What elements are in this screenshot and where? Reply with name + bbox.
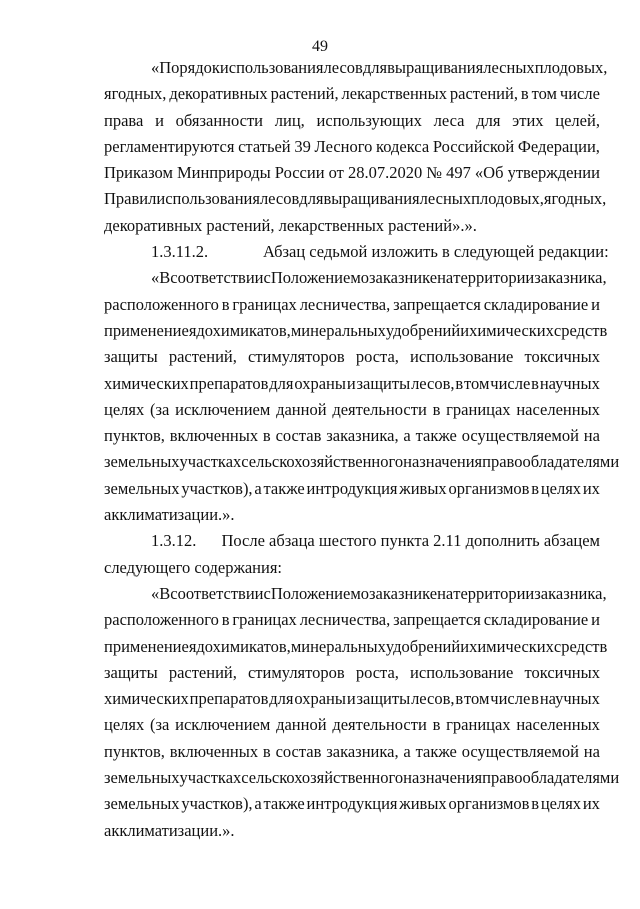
item-text: После абзаца шестого пункта 2.11 дополнить абзацем bbox=[221, 531, 600, 551]
word: соответствии bbox=[170, 268, 264, 288]
word: минеральных bbox=[290, 636, 386, 656]
word: правообладателями bbox=[482, 452, 620, 472]
text-line bbox=[104, 423, 600, 449]
word: также bbox=[263, 478, 305, 498]
word: защиты bbox=[104, 347, 158, 367]
word: соответствии bbox=[170, 583, 264, 603]
word: защиты bbox=[104, 662, 158, 682]
item-1-3-11-2 bbox=[104, 239, 609, 265]
word: декоративных bbox=[169, 84, 268, 104]
word: роста, bbox=[355, 347, 399, 367]
word: в bbox=[221, 294, 230, 314]
word: запрещается bbox=[393, 294, 481, 314]
word: расположенного bbox=[104, 294, 219, 314]
item-text: Абзац седьмой изложить в следующей редакции: bbox=[263, 242, 609, 262]
word: растений, bbox=[270, 84, 339, 104]
text-line bbox=[104, 160, 600, 186]
word: состав bbox=[275, 741, 322, 761]
word: также bbox=[415, 426, 457, 446]
word: этих bbox=[512, 110, 544, 130]
word: защиты bbox=[356, 373, 411, 393]
word: деятельности bbox=[332, 715, 427, 735]
word: расположенного bbox=[104, 610, 219, 630]
word: участках bbox=[179, 452, 242, 472]
text-line: акклиматизации.». bbox=[104, 505, 235, 525]
word: заказника, bbox=[326, 741, 399, 761]
word: лесничества, bbox=[299, 610, 391, 630]
text-line bbox=[104, 318, 608, 344]
text-line bbox=[104, 634, 608, 660]
word: целей, bbox=[555, 110, 600, 130]
text-line bbox=[104, 712, 600, 738]
word: Лесного bbox=[314, 136, 373, 156]
word: Положением bbox=[270, 583, 361, 603]
word: охраны bbox=[294, 689, 346, 709]
word: и bbox=[591, 294, 600, 314]
word: Приказом bbox=[104, 163, 173, 183]
word: целях bbox=[540, 794, 582, 814]
word: в bbox=[531, 478, 540, 498]
word: земельных bbox=[104, 478, 180, 498]
quoted-paragraph bbox=[104, 581, 620, 844]
word: в bbox=[455, 373, 464, 393]
word: для bbox=[299, 189, 324, 209]
word: том bbox=[464, 689, 490, 709]
word: том bbox=[531, 84, 557, 104]
item-number: 1.3.12. bbox=[151, 531, 197, 551]
word: выращивания bbox=[387, 58, 484, 77]
text-line bbox=[104, 108, 600, 134]
word: от bbox=[328, 163, 344, 183]
word: назначения bbox=[403, 452, 483, 472]
word: (за bbox=[150, 399, 170, 419]
word: запрещается bbox=[393, 610, 481, 630]
item-1-3-12 bbox=[104, 528, 600, 554]
word: пунктов, bbox=[104, 426, 165, 446]
word: для bbox=[476, 110, 501, 130]
text-line bbox=[104, 607, 600, 633]
word: лесных bbox=[419, 189, 472, 209]
word: препаратов bbox=[189, 689, 269, 709]
text-line: декоративных растений, лекарственных растений».». bbox=[104, 215, 477, 235]
word: и bbox=[346, 689, 356, 709]
word: о bbox=[360, 268, 370, 288]
word: Правил bbox=[104, 189, 157, 209]
word: в bbox=[520, 84, 529, 104]
word: и bbox=[155, 110, 164, 130]
text-line bbox=[104, 791, 600, 817]
text-line bbox=[104, 292, 600, 318]
text-line bbox=[104, 186, 607, 212]
word: Минприроды bbox=[176, 163, 271, 183]
word: целях bbox=[104, 399, 145, 419]
word: удобрений bbox=[385, 320, 461, 340]
word: участков), bbox=[181, 794, 253, 814]
word: а bbox=[254, 794, 262, 814]
word: целях bbox=[104, 715, 145, 735]
word: лесничества, bbox=[299, 294, 391, 314]
word: стимуляторов bbox=[247, 347, 345, 367]
word: также bbox=[415, 741, 457, 761]
word: применение bbox=[104, 320, 189, 340]
word: числе bbox=[490, 373, 531, 393]
word: границах bbox=[232, 610, 297, 630]
word: заказника, bbox=[534, 583, 607, 603]
word: (за bbox=[150, 715, 170, 735]
word: интродукция bbox=[306, 794, 398, 814]
text-line bbox=[104, 134, 600, 160]
text-line bbox=[104, 660, 600, 686]
word: организмов bbox=[448, 794, 530, 814]
word: и bbox=[591, 610, 600, 630]
word: лиц, bbox=[274, 110, 305, 130]
word: использования bbox=[156, 189, 260, 209]
word: на bbox=[583, 426, 600, 446]
word: интродукция bbox=[306, 478, 398, 498]
text-line bbox=[104, 476, 600, 502]
word: исключением bbox=[175, 399, 271, 419]
word: токсичных bbox=[524, 347, 600, 367]
word: научных bbox=[539, 689, 600, 709]
word: в bbox=[432, 715, 441, 735]
text-line bbox=[104, 265, 607, 291]
word: утверждении bbox=[507, 163, 600, 183]
word: научных bbox=[539, 373, 600, 393]
word: лесов, bbox=[411, 373, 455, 393]
word: числе bbox=[559, 84, 600, 104]
word: ягодных, bbox=[543, 189, 607, 209]
word: ядохимикатов, bbox=[188, 636, 291, 656]
word: их bbox=[582, 794, 600, 814]
word: деятельности bbox=[332, 399, 427, 419]
word: плодовых, bbox=[534, 58, 608, 77]
word: химических bbox=[469, 320, 554, 340]
word: том bbox=[464, 373, 490, 393]
word: живых bbox=[399, 478, 447, 498]
word: заказника, bbox=[534, 268, 607, 288]
word: 28.07.2020 bbox=[347, 163, 423, 183]
word: границах bbox=[446, 399, 511, 419]
word: осуществляемой bbox=[461, 426, 579, 446]
text-line bbox=[104, 686, 600, 712]
word: «В bbox=[151, 583, 171, 603]
word: а bbox=[403, 741, 411, 761]
word: сельскохозяйственного bbox=[241, 452, 404, 472]
amendment-text-block bbox=[104, 55, 608, 239]
word: участках bbox=[179, 768, 242, 788]
word: растений, bbox=[449, 84, 518, 104]
word: территории bbox=[453, 268, 535, 288]
word: Положением bbox=[270, 268, 361, 288]
word: а bbox=[403, 426, 411, 446]
word: растений, bbox=[168, 347, 237, 367]
word: химических bbox=[104, 373, 189, 393]
word: охраны bbox=[294, 373, 346, 393]
word: ядохимикатов, bbox=[188, 320, 291, 340]
word: участков), bbox=[181, 478, 253, 498]
word: для bbox=[269, 689, 294, 709]
word: состав bbox=[275, 426, 322, 446]
word: выращивания bbox=[323, 189, 420, 209]
word: химических bbox=[104, 689, 189, 709]
word: границах bbox=[446, 715, 511, 735]
text-line bbox=[104, 371, 600, 397]
word: осуществляемой bbox=[461, 741, 579, 761]
word: и bbox=[460, 320, 470, 340]
word: складирование bbox=[483, 294, 589, 314]
word: заказнике bbox=[369, 268, 438, 288]
word: территории bbox=[453, 583, 535, 603]
word: заказнике bbox=[369, 583, 438, 603]
page-number: 49 bbox=[312, 38, 328, 55]
word: стимуляторов bbox=[247, 662, 345, 682]
word: в bbox=[531, 689, 539, 709]
word: леса bbox=[433, 110, 465, 130]
word: «В bbox=[151, 268, 171, 288]
word: земельных bbox=[104, 768, 180, 788]
word: ягодных, bbox=[104, 84, 167, 104]
word: применение bbox=[104, 636, 189, 656]
word: для bbox=[362, 58, 388, 77]
word: использования bbox=[219, 58, 324, 77]
text-line bbox=[104, 55, 608, 81]
word: минеральных bbox=[290, 320, 386, 340]
text-line bbox=[104, 449, 620, 475]
word: лесов bbox=[323, 58, 363, 77]
word: регламентируются bbox=[104, 136, 235, 156]
word: токсичных bbox=[524, 662, 600, 682]
word: Российской bbox=[432, 136, 515, 156]
word: населенных bbox=[516, 399, 600, 419]
word: лекарственных bbox=[341, 84, 447, 104]
word: средств bbox=[553, 320, 608, 340]
word: удобрений bbox=[385, 636, 461, 656]
text-line bbox=[104, 81, 600, 107]
word: правообладателями bbox=[482, 768, 620, 788]
word: лесных bbox=[483, 58, 535, 77]
word: пунктов, bbox=[104, 741, 165, 761]
word: роста, bbox=[355, 662, 399, 682]
text-line bbox=[104, 739, 600, 765]
word: а bbox=[254, 478, 262, 498]
word: населенных bbox=[516, 715, 600, 735]
word: № bbox=[426, 163, 443, 183]
word: на bbox=[583, 741, 600, 761]
word: данной bbox=[276, 715, 327, 735]
word: земельных bbox=[104, 794, 180, 814]
word: включенных bbox=[169, 426, 259, 446]
word: в bbox=[432, 399, 441, 419]
word: на bbox=[437, 583, 454, 603]
word: земельных bbox=[104, 452, 180, 472]
word: назначения bbox=[403, 768, 483, 788]
word: Федерации, bbox=[517, 136, 600, 156]
word: растений, bbox=[168, 662, 237, 682]
word: их bbox=[582, 478, 600, 498]
word: права bbox=[104, 110, 144, 130]
word: «Об bbox=[474, 163, 504, 183]
word: целях bbox=[540, 478, 582, 498]
word: в bbox=[531, 794, 540, 814]
word: с bbox=[263, 268, 271, 288]
word: на bbox=[437, 268, 454, 288]
word: обязанности bbox=[175, 110, 264, 130]
item-text-continuation: следующего содержания: bbox=[104, 557, 283, 577]
word: данной bbox=[276, 399, 327, 419]
word: статьей bbox=[238, 136, 291, 156]
word: исключением bbox=[175, 715, 271, 735]
word: средств bbox=[553, 636, 608, 656]
word: использование bbox=[410, 662, 514, 682]
word: лесов bbox=[259, 189, 300, 209]
word: сельскохозяйственного bbox=[241, 768, 404, 788]
text-line bbox=[104, 397, 600, 423]
word: 497 bbox=[446, 163, 471, 183]
word: и bbox=[346, 373, 356, 393]
word: заказника, bbox=[326, 426, 399, 446]
text-line bbox=[104, 344, 600, 370]
word: защиты bbox=[356, 689, 411, 709]
item-number: 1.3.11.2. bbox=[151, 242, 209, 262]
word: также bbox=[263, 794, 305, 814]
word: 39 bbox=[294, 136, 311, 156]
document-body bbox=[104, 55, 620, 844]
word: в bbox=[455, 689, 464, 709]
word: складирование bbox=[483, 610, 589, 630]
word: числе bbox=[490, 689, 531, 709]
word: использующих bbox=[316, 110, 422, 130]
quoted-paragraph bbox=[104, 265, 620, 528]
word: препаратов bbox=[189, 373, 269, 393]
word: в bbox=[221, 610, 230, 630]
text-line bbox=[104, 765, 620, 791]
word: России bbox=[274, 163, 325, 183]
word: границах bbox=[232, 294, 297, 314]
word: о bbox=[360, 583, 370, 603]
text-line: акклиматизации.». bbox=[104, 820, 235, 840]
word: и bbox=[460, 636, 470, 656]
word: плодовых, bbox=[471, 189, 544, 209]
word: с bbox=[263, 583, 271, 603]
text-line bbox=[104, 581, 607, 607]
word: в bbox=[531, 373, 539, 393]
word: для bbox=[269, 373, 294, 393]
word: в bbox=[262, 426, 271, 446]
word: использование bbox=[410, 347, 514, 367]
word: химических bbox=[469, 636, 554, 656]
word: включенных bbox=[169, 741, 259, 761]
word: лесов, bbox=[411, 689, 455, 709]
word: кодекса bbox=[376, 136, 430, 156]
word: в bbox=[262, 741, 271, 761]
word: «Порядок bbox=[151, 58, 220, 77]
word: живых bbox=[399, 794, 447, 814]
word: организмов bbox=[448, 478, 530, 498]
